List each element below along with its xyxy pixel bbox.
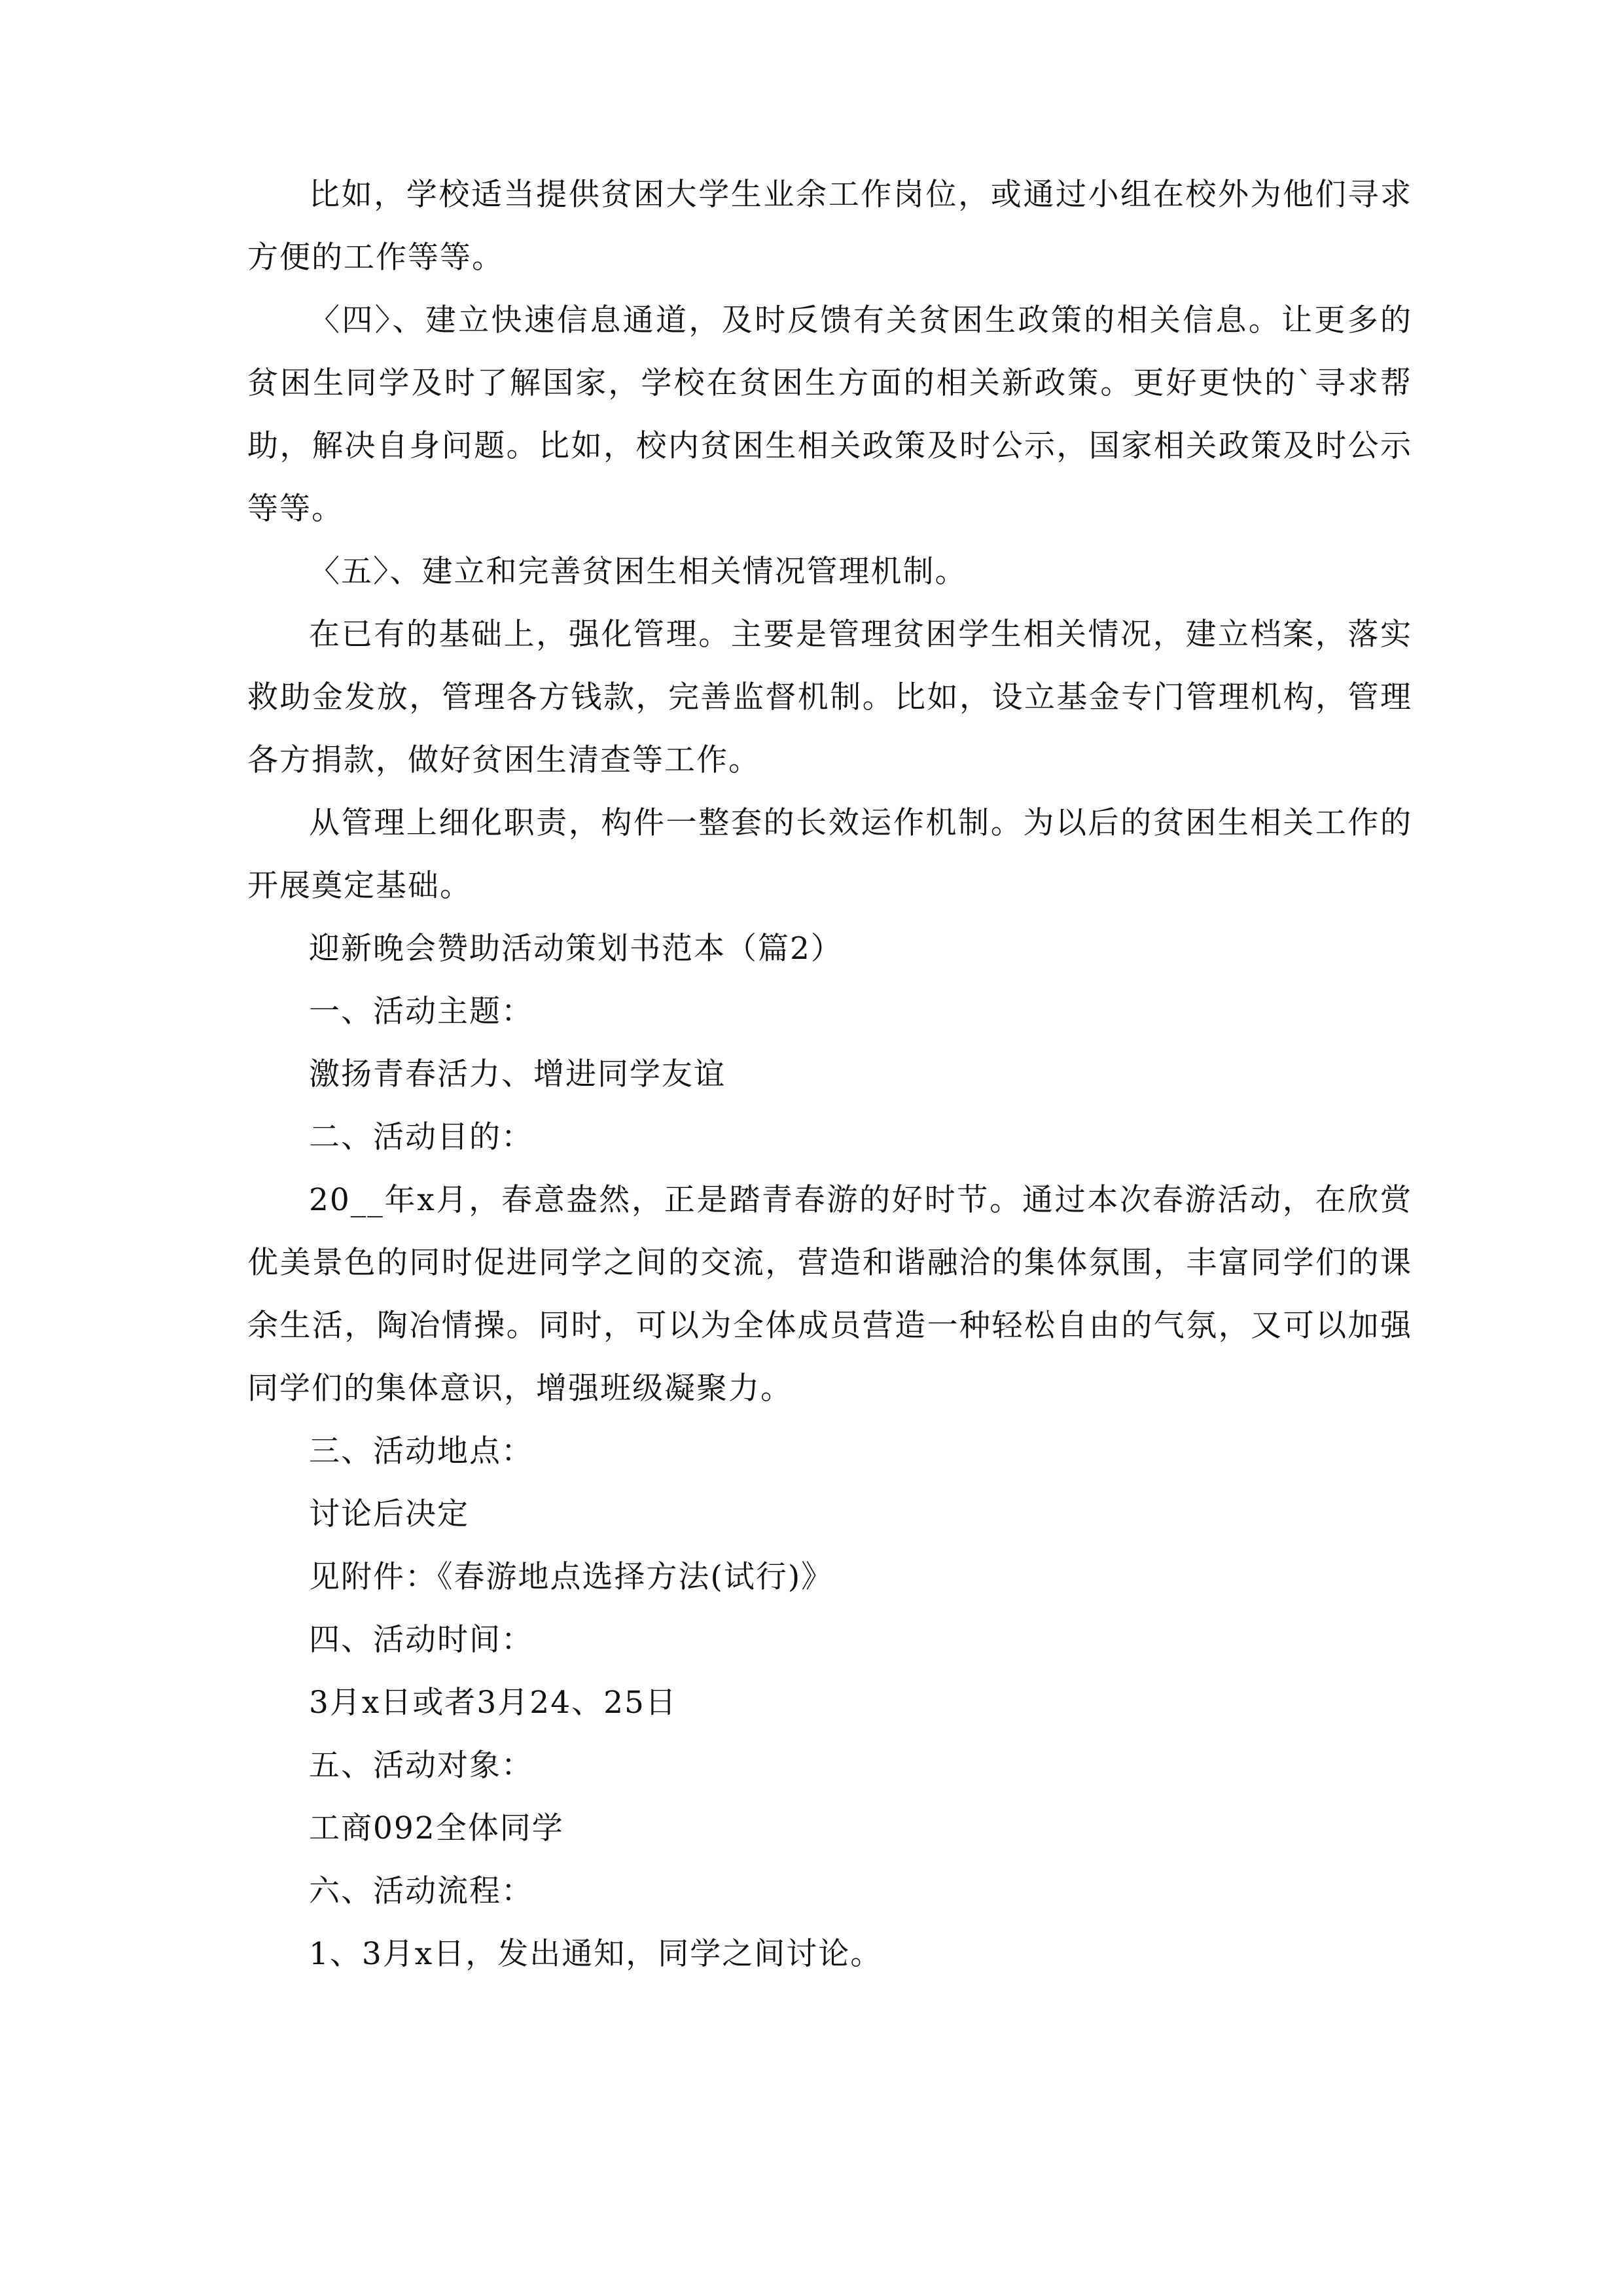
paragraph-info-channel: 〈四〉、建立快速信息通道，及时反馈有关贫困生政策的相关信息。让更多的贫困生同学及时了解国家，学校在贫困生方面的相关新政策。更好更快的`寻求帮助，解决自身问题。比如，校内贫困生相关政策及时公示，国家相关政策及时公示等等。	[247, 302, 1412, 527]
section-title: 迎新晚会赞助活动策划书范本（篇2）	[309, 931, 843, 967]
heading-time: 四、活动时间：	[309, 1622, 533, 1658]
paragraph-long-term-mechanism: 从管理上细化职责，构件一整套的长效运作机制。为以后的贫困生相关工作的开展奠定基础。	[247, 805, 1412, 904]
attachment-text: 见附件：《春游地点选择方法(试行)》	[309, 1559, 834, 1595]
paragraph-job-support: 比如，学校适当提供贫困大学生业余工作岗位，或通过小组在校外为他们寻求方便的工作等等。	[247, 177, 1412, 276]
theme-text: 激扬青春活力、增进同学友谊	[309, 1056, 726, 1092]
heading-location: 三、活动地点：	[309, 1433, 533, 1469]
time-text: 3月x日或者3月24、25日	[309, 1685, 677, 1721]
purpose-text: 20__年x月，春意盎然，正是踏青春游的好时节。通过本次春游活动，在欣赏优美景色的同时促进同学之间的交流，营造和谐融洽的集体氛围，丰富同学们的课余生活，陶冶情操。同时，可以为全体成员营造一种轻松自由的气氛，又可以加强同学们的集体意识，增强班级凝聚力。	[247, 1182, 1412, 1407]
location-text: 讨论后决定	[309, 1496, 469, 1532]
target-text: 工商092全体同学	[309, 1810, 564, 1846]
heading-target: 五、活动对象：	[309, 1748, 533, 1784]
heading-theme: 一、活动主题：	[309, 994, 533, 1030]
heading-purpose: 二、活动目的：	[309, 1119, 533, 1155]
process-step-1: 1、3月x日，发出通知，同学之间讨论。	[309, 1936, 883, 1972]
paragraph-management-heading: 〈五〉、建立和完善贫困生相关情况管理机制。	[309, 554, 967, 590]
heading-process: 六、活动流程：	[309, 1873, 533, 1909]
paragraph-management-detail: 在已有的基础上，强化管理。主要是管理贫困学生相关情况，建立档案，落实救助金发放，管理各方钱款，完善监督机制。比如，设立基金专门管理机构，管理各方捐款，做好贫困生清查等工作。	[247, 617, 1412, 778]
document-body	[247, 164, 1412, 1986]
